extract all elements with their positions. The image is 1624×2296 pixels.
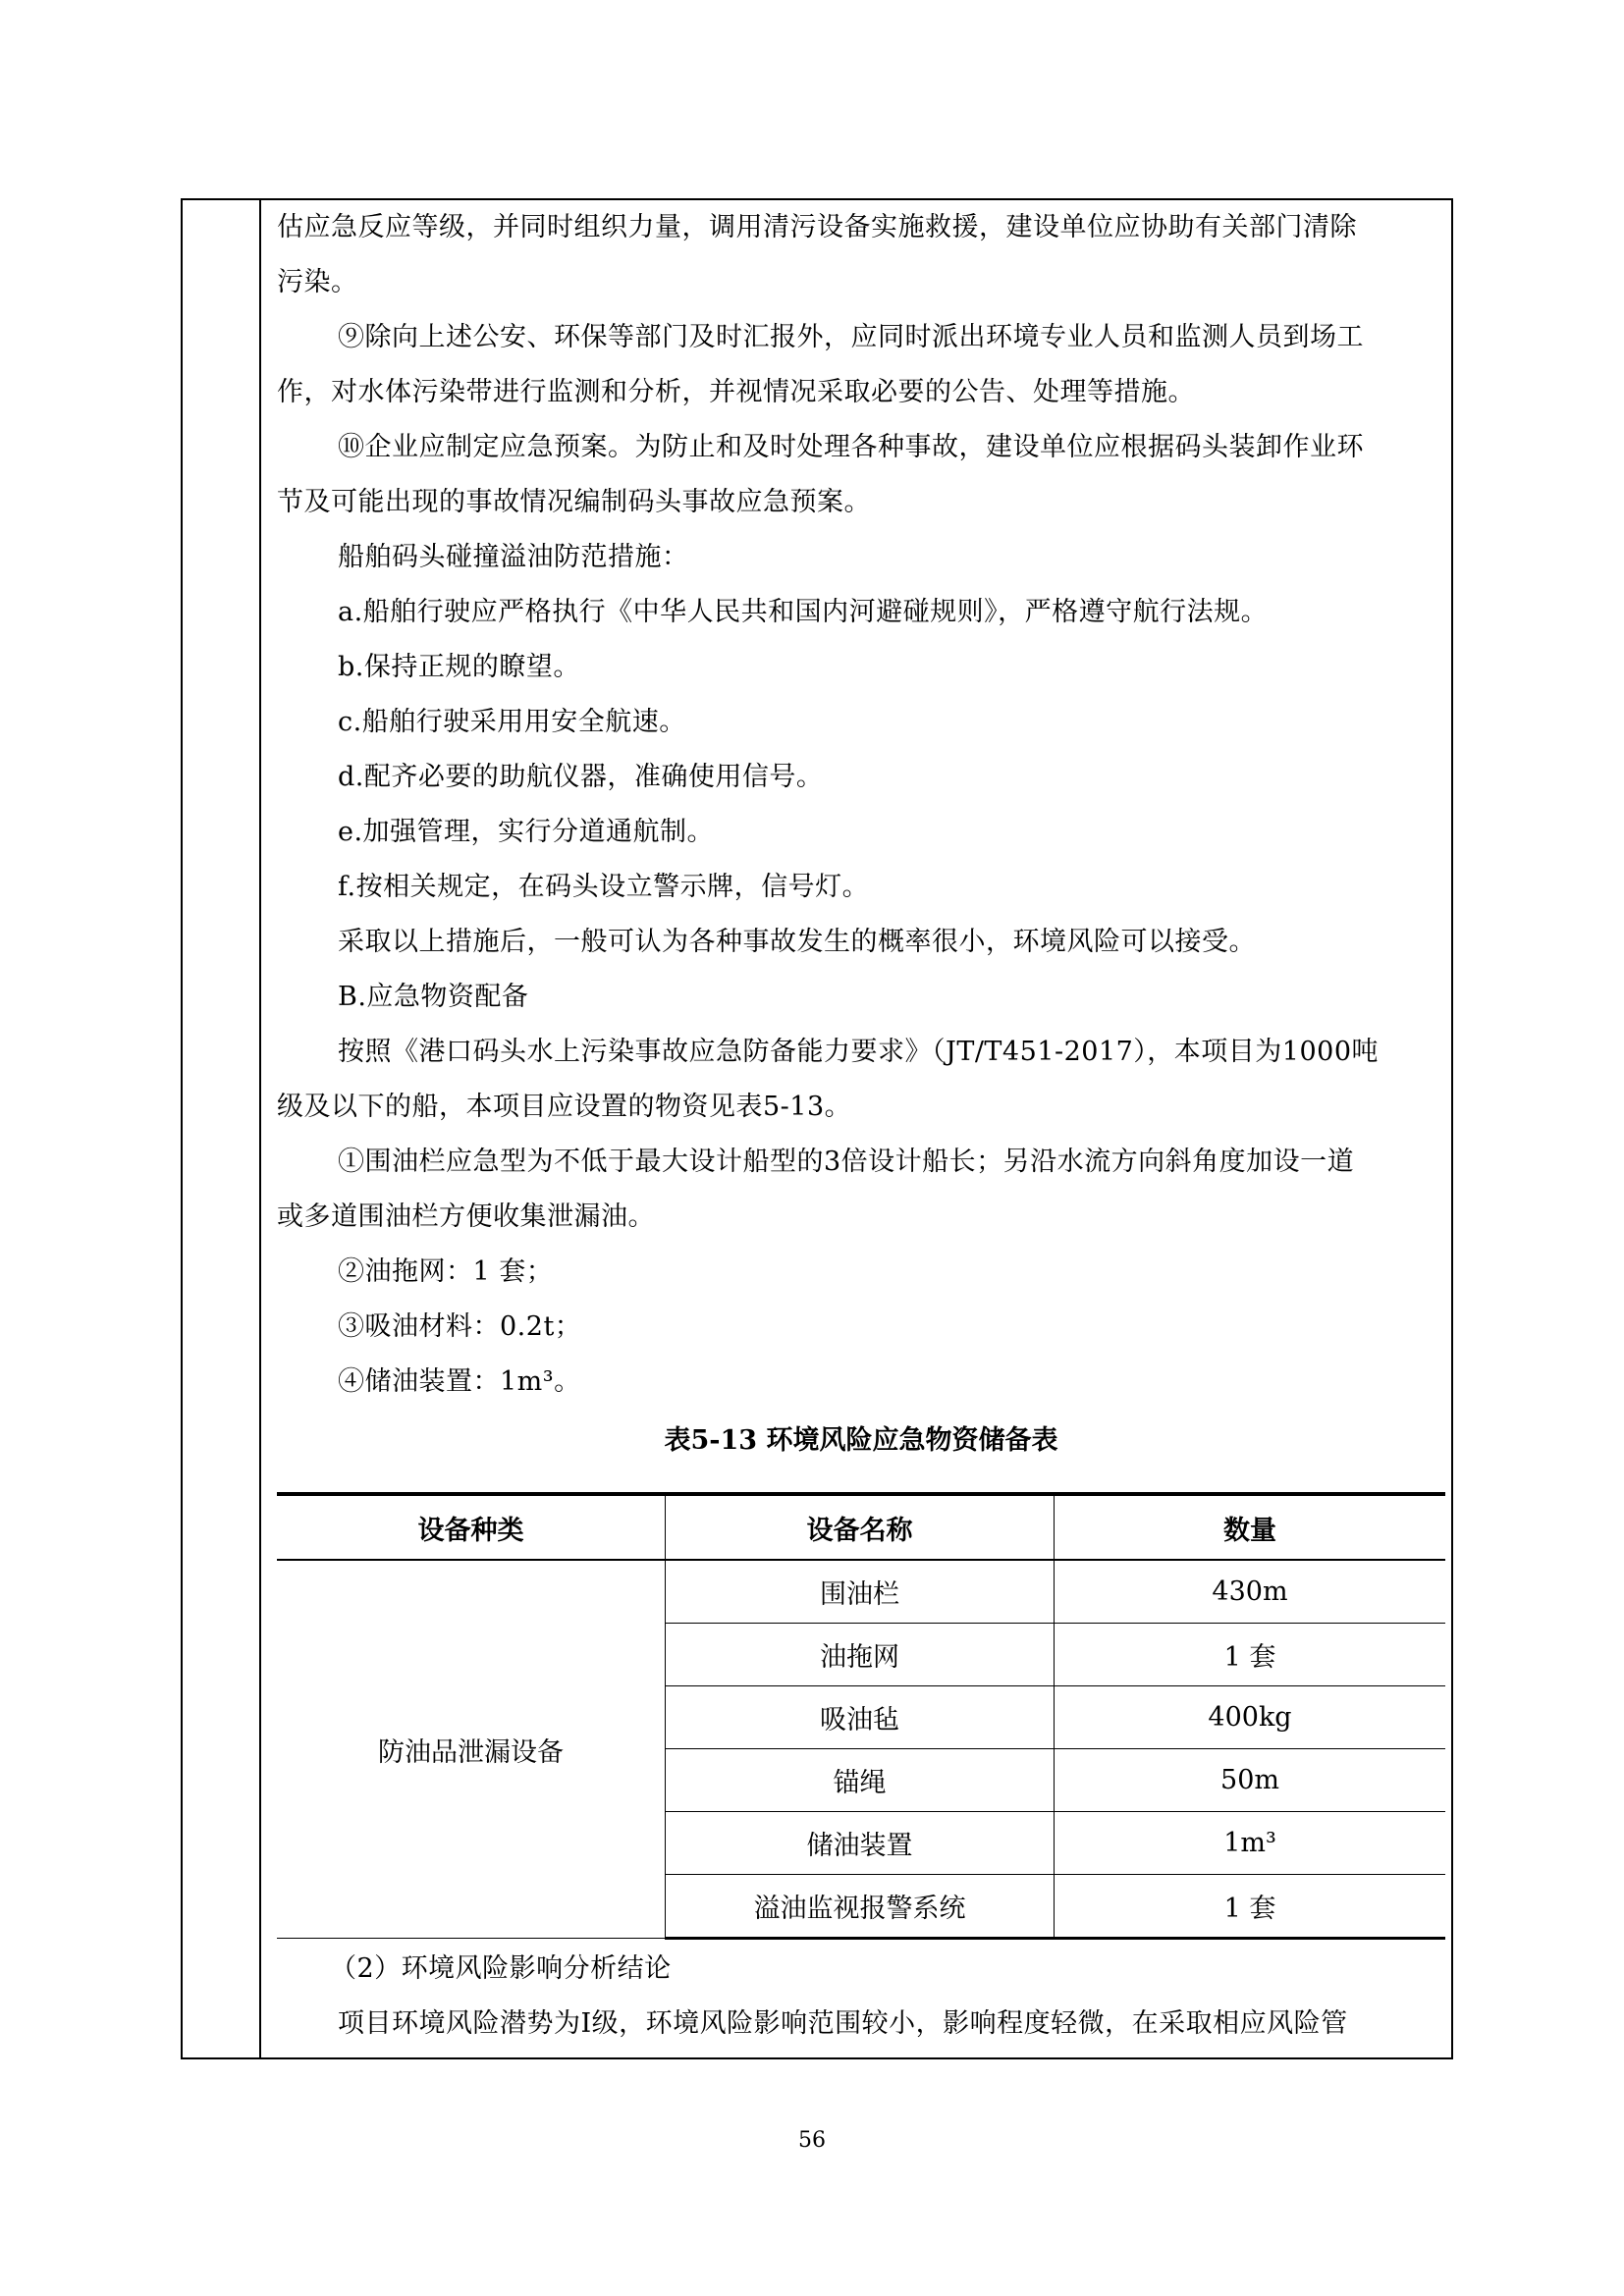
paragraph-line: ①围油栏应急型为不低于最大设计船型的3倍设计船长；另沿水流方向斜角度加设一道 (338, 1147, 1355, 1177)
table-header-row (277, 1494, 1445, 1560)
equipment-name: 溢油监视报警系统 (666, 1875, 1055, 1939)
content-area (277, 200, 1445, 2057)
paragraph-line: 作，对水体污染带进行监测和分析，并视情况采取必要的公告、处理等措施。 (277, 377, 1195, 407)
emergency-supplies-table (277, 1492, 1445, 1940)
content-frame (181, 198, 1453, 2059)
paragraph-line: f.按相关规定，在码头设立警示牌，信号灯。 (338, 872, 870, 902)
paragraph-line: 按照《港口码头水上污染事故应急防备能力要求》（JT/T451-2017），本项目为1000吨 (338, 1037, 1380, 1067)
equipment-quantity: 1 套 (1055, 1624, 1446, 1686)
paragraph-line: 节及可能出现的事故情况编制码头事故应急预案。 (277, 487, 871, 517)
header-quantity: 数量 (1055, 1494, 1446, 1560)
category-cell: 防油品泄漏设备 (277, 1560, 666, 1939)
paragraph-line: 级及以下的船，本项目应设置的物资见表5-13。 (277, 1092, 852, 1122)
equipment-name: 围油栏 (666, 1560, 1055, 1624)
paragraph-line: 项目环境风险潜势为Ⅰ级，环境风险影响范围较小，影响程度轻微，在采取相应风险管 (338, 2008, 1348, 2039)
equipment-name: 油拖网 (666, 1624, 1055, 1686)
paragraph-line: d.配齐必要的助航仪器，准确使用信号。 (338, 762, 824, 792)
paragraph-line: ④储油装置：1m³。 (338, 1366, 581, 1397)
paragraph-line: B.应急物资配备 (338, 982, 529, 1012)
paragraph-line: 采取以上措施后，一般可认为各种事故发生的概率很小，环境风险可以接受。 (338, 927, 1256, 957)
table-caption: 表5-13 环境风险应急物资储备表 (664, 1425, 1058, 1456)
left-column (183, 200, 261, 2057)
paragraph-line: ③吸油材料：0.2t； (338, 1311, 582, 1342)
page-number: 56 (798, 2128, 826, 2153)
paragraph-line: 污染。 (277, 267, 358, 297)
section-heading: （2）环境风险影响分析结论 (330, 1953, 672, 1984)
paragraph-line: b.保持正规的瞭望。 (338, 652, 580, 682)
paragraph-line: ②油拖网：1 套； (338, 1256, 554, 1287)
equipment-quantity: 430m (1055, 1560, 1446, 1624)
paragraph-line: a.船舶行驶应严格执行《中华人民共和国内河避碰规则》，严格遵守航行法规。 (338, 597, 1269, 627)
paragraph-line: 船舶码头碰撞溢油防范措施： (338, 542, 689, 572)
equipment-quantity: 400kg (1055, 1686, 1446, 1749)
paragraph-line: 或多道围油栏方便收集泄漏油。 (277, 1201, 655, 1232)
equipment-name: 锚绳 (666, 1749, 1055, 1812)
table-row (277, 1560, 1445, 1624)
equipment-quantity: 50m (1055, 1749, 1446, 1812)
paragraph-line: ⑩企业应制定应急预案。为防止和及时处理各种事故，建设单位应根据码头装卸作业环 (338, 432, 1364, 462)
paragraph-line: ⑨除向上述公安、环保等部门及时汇报外，应同时派出环境专业人员和监测人员到场工 (338, 322, 1364, 352)
header-category: 设备种类 (277, 1494, 666, 1560)
equipment-quantity: 1m³ (1055, 1812, 1446, 1875)
paragraph-line: e.加强管理，实行分道通航制。 (338, 817, 715, 847)
header-name: 设备名称 (666, 1494, 1055, 1560)
equipment-name: 吸油毡 (666, 1686, 1055, 1749)
paragraph-line: c.船舶行驶采用用安全航速。 (338, 707, 686, 737)
paragraph-line: 估应急反应等级，并同时组织力量，调用清污设备实施救援，建设单位应协助有关部门清除 (277, 212, 1357, 242)
equipment-quantity: 1 套 (1055, 1875, 1446, 1939)
equipment-name: 储油装置 (666, 1812, 1055, 1875)
